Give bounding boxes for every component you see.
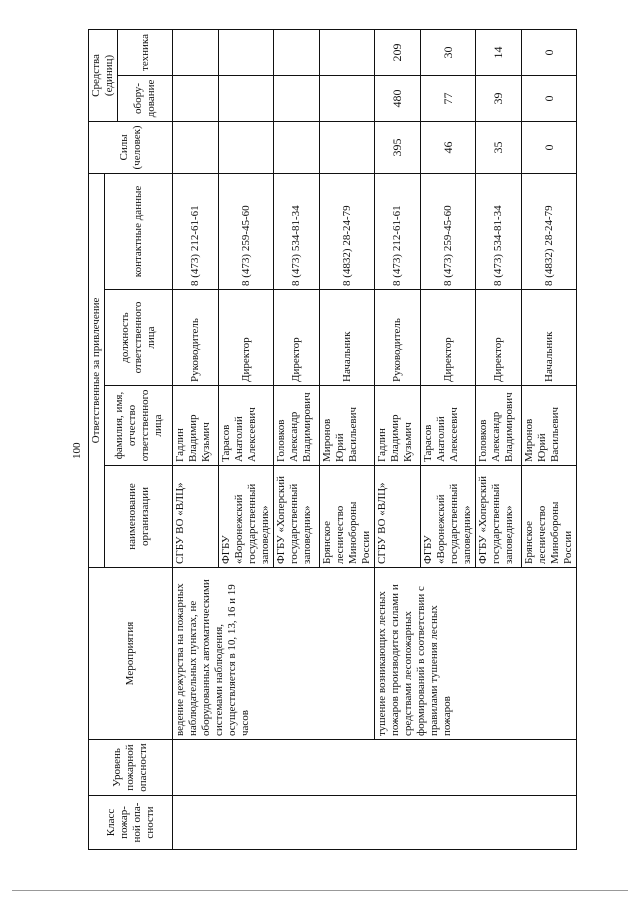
org-cell: Брянское лесничество Минобороны России [522, 466, 577, 568]
equipment-cell [274, 75, 320, 121]
person-cell: Тарасов Анатолий Алексеевич [421, 386, 476, 466]
equipment-cell: 480 [375, 75, 421, 121]
person-cell: Миронов Юрий Васильевич [522, 386, 577, 466]
document-table-rotated [88, 30, 574, 850]
org-cell: СГБУ ВО «ВЛЦ» [173, 466, 219, 568]
contact-cell: 8 (473) 212-61-61 [375, 173, 421, 289]
org-cell: ФГБУ «Воронежский государственный заповедник» [219, 466, 274, 568]
forces-cell [219, 121, 274, 173]
page-number: 100 [71, 442, 83, 459]
org-cell: СГБУ ВО «ВЛЦ» [375, 466, 421, 568]
position-cell: Директор [274, 290, 320, 386]
position-cell: Начальник [320, 290, 375, 386]
person-cell: Миронов Юрий Васильевич [320, 386, 375, 466]
header-level: Уровень пожарной опасности [89, 740, 173, 796]
org-cell: ФГБУ «Воронежский государственный заповедник» [421, 466, 476, 568]
position-cell: Руководитель [173, 290, 219, 386]
machinery-cell [173, 29, 219, 75]
person-cell: Тарасов Анатолий Алексеевич [219, 386, 274, 466]
equipment-cell: 77 [421, 75, 476, 121]
header-machinery: техника [118, 29, 173, 75]
person-cell: Головков Александр Владимирович [476, 386, 522, 466]
fire-danger-table [88, 29, 577, 850]
header-responsible: Ответственные за привлечение [89, 173, 105, 567]
contact-cell: 8 (473) 259-45-60 [219, 173, 274, 289]
org-cell: ФГБУ «Хоперский государственный заповедник» [476, 466, 522, 568]
header-measures: Мероприятия [89, 568, 173, 740]
level-cell [173, 740, 577, 796]
position-cell: Директор [219, 290, 274, 386]
forces-cell [320, 121, 375, 173]
header-means: Средства (единиц) [89, 29, 118, 121]
person-cell: Гадлин Владимир Кузьмич [375, 386, 421, 466]
class-cell [173, 796, 577, 850]
forces-cell: 35 [476, 121, 522, 173]
machinery-cell [274, 29, 320, 75]
contact-cell: 8 (473) 534-81-34 [476, 173, 522, 289]
measure-duty: ведение дежурства на пожарных наблюдательных пунктах, не оборудованных автоматическими системами наблюдения, осуществляется в 10, 13, 16 и 19 часов [173, 568, 375, 740]
position-cell: Руководитель [375, 290, 421, 386]
person-cell: Головков Александр Владимирович [274, 386, 320, 466]
machinery-cell [219, 29, 274, 75]
equipment-cell [219, 75, 274, 121]
table-row [173, 29, 219, 849]
header-equipment: обору-дование [118, 75, 173, 121]
contact-cell: 8 (473) 259-45-60 [421, 173, 476, 289]
contact-cell: 8 (473) 534-81-34 [274, 173, 320, 289]
header-forces: Силы (человек) [89, 121, 173, 173]
equipment-cell: 39 [476, 75, 522, 121]
contact-cell: 8 (473) 212-61-61 [173, 173, 219, 289]
forces-cell: 395 [375, 121, 421, 173]
person-cell: Гадлин Владимир Кузьмич [173, 386, 219, 466]
forces-cell [274, 121, 320, 173]
header-person-name: фамилия, имя, отчество ответственного лица [105, 386, 173, 466]
forces-cell: 46 [421, 121, 476, 173]
measure-extinguish: тушение возникающих лесных пожаров производится силами и средствами лесопожарных формирований в соответствии с правилами тушения лесных пожаров [375, 568, 577, 740]
forces-cell [173, 121, 219, 173]
machinery-cell: 0 [522, 29, 577, 75]
header-position: должность ответственного лица [105, 290, 173, 386]
equipment-cell: 0 [522, 75, 577, 121]
machinery-cell: 30 [421, 29, 476, 75]
position-cell: Директор [476, 290, 522, 386]
equipment-cell [320, 75, 375, 121]
forces-cell: 0 [522, 121, 577, 173]
org-cell: Брянское лесничество Минобороны России [320, 466, 375, 568]
machinery-cell [320, 29, 375, 75]
contact-cell: 8 (4832) 28-24-79 [522, 173, 577, 289]
header-org-name: наименование организации [105, 466, 173, 568]
position-cell: Начальник [522, 290, 577, 386]
machinery-cell: 209 [375, 29, 421, 75]
org-cell: ФГБУ «Хоперский государственный заповедник» [274, 466, 320, 568]
equipment-cell [173, 75, 219, 121]
position-cell: Директор [421, 290, 476, 386]
header-contacts: контактные данные [105, 173, 173, 289]
machinery-cell: 14 [476, 29, 522, 75]
scan-edge-line [12, 890, 628, 891]
header-class: Класс пожар-ной опа-сности [89, 796, 173, 850]
contact-cell: 8 (4832) 28-24-79 [320, 173, 375, 289]
table-row [375, 29, 421, 849]
